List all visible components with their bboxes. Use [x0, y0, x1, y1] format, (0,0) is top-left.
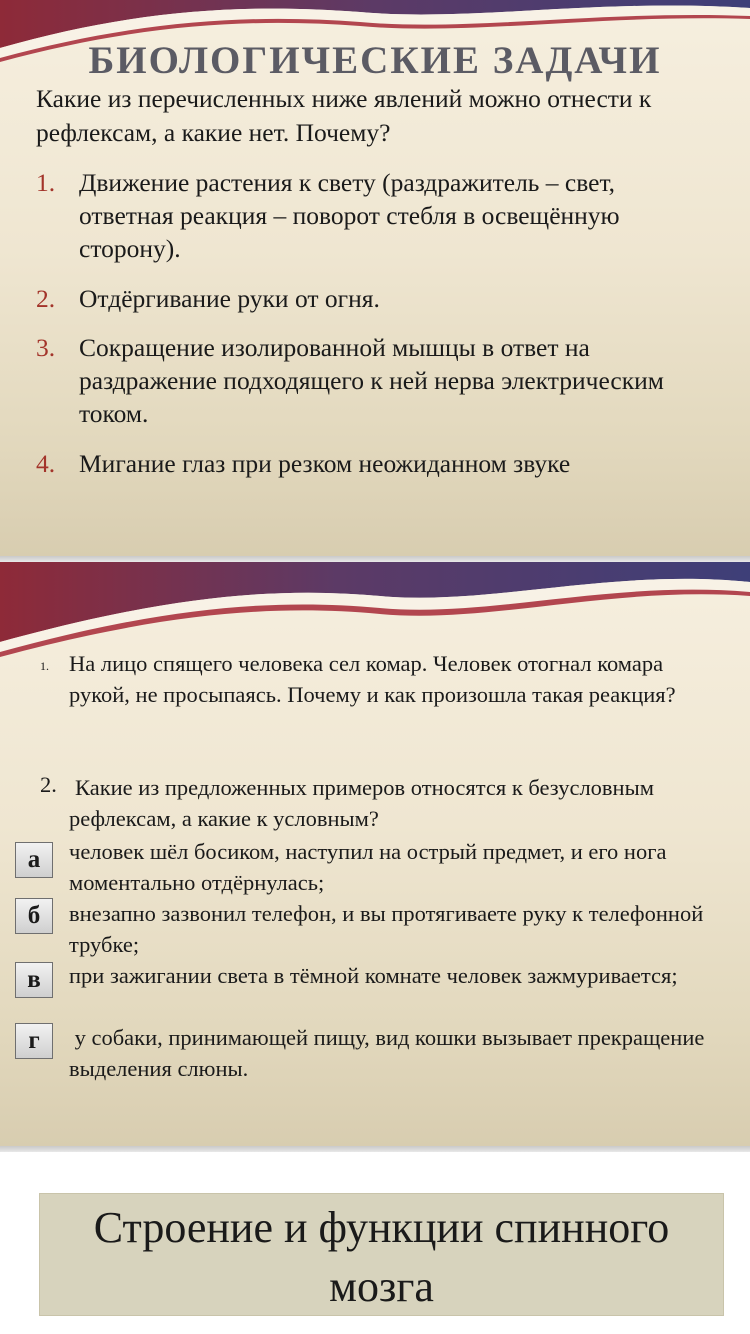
- list-number: 4.: [36, 449, 56, 478]
- decorative-swoosh: [0, 562, 750, 662]
- option-text: внезапно зазвонил телефон, и вы протягиваете руку к телефонной трубке;: [69, 901, 704, 957]
- list-text: Мигание глаз при резком неожиданном звуке: [79, 449, 571, 478]
- option-letter-g: г: [15, 1023, 53, 1059]
- question-text: На лицо спящего человека сел комар. Человек отогнал комара рукой, не просыпаясь. Почему и как произошла такая реакция?: [69, 651, 676, 707]
- question-intro: Какие из перечисленных ниже явлений можно отнести к рефлексам, а какие нет. Почему?: [36, 84, 652, 147]
- slide-title: БИОЛОГИЧЕСКИЕ ЗАДАЧИ: [88, 39, 662, 82]
- slide-biological-tasks: [0, 0, 750, 556]
- list-item: [36, 447, 716, 480]
- option-text: человек шёл босиком, наступил на острый предмет, и его нога моментально отдёрнулась;: [69, 839, 667, 895]
- list-text: Движение растения к свету (раздражитель – свет, ответная реакция – поворот стебля в освещённую сторону).: [79, 168, 620, 263]
- question-text: Какие из предложенных примеров относятся к безусловным рефлексам, а какие к условным?: [69, 775, 654, 831]
- option-letter-a: а: [15, 842, 53, 878]
- list-item: [36, 166, 716, 265]
- option-text: у собаки, принимающей пищу, вид кошки вызывает прекращение выделения слюны.: [69, 1025, 710, 1081]
- list-text: Отдёргивание руки от огня.: [79, 284, 380, 313]
- list-number: 1.: [36, 168, 56, 197]
- list-item: [36, 331, 716, 430]
- next-topic-title: Строение и функции спинного мозга: [39, 1193, 724, 1316]
- list-number: 3.: [36, 333, 56, 362]
- option-letter-v: в: [15, 962, 53, 998]
- slide-separator: [0, 1146, 750, 1152]
- option-letter-b: б: [15, 898, 53, 934]
- option-text: при зажигании света в тёмной комнате человек зажмуривается;: [69, 963, 678, 988]
- list-number: 2.: [36, 284, 56, 313]
- question-number: 1.: [40, 659, 49, 673]
- list-text: Сокращение изолированной мышцы в ответ на раздражение подходящего к ней нерва электрическим током.: [79, 333, 664, 428]
- list-item: [36, 282, 716, 315]
- question-number: 2.: [40, 772, 57, 797]
